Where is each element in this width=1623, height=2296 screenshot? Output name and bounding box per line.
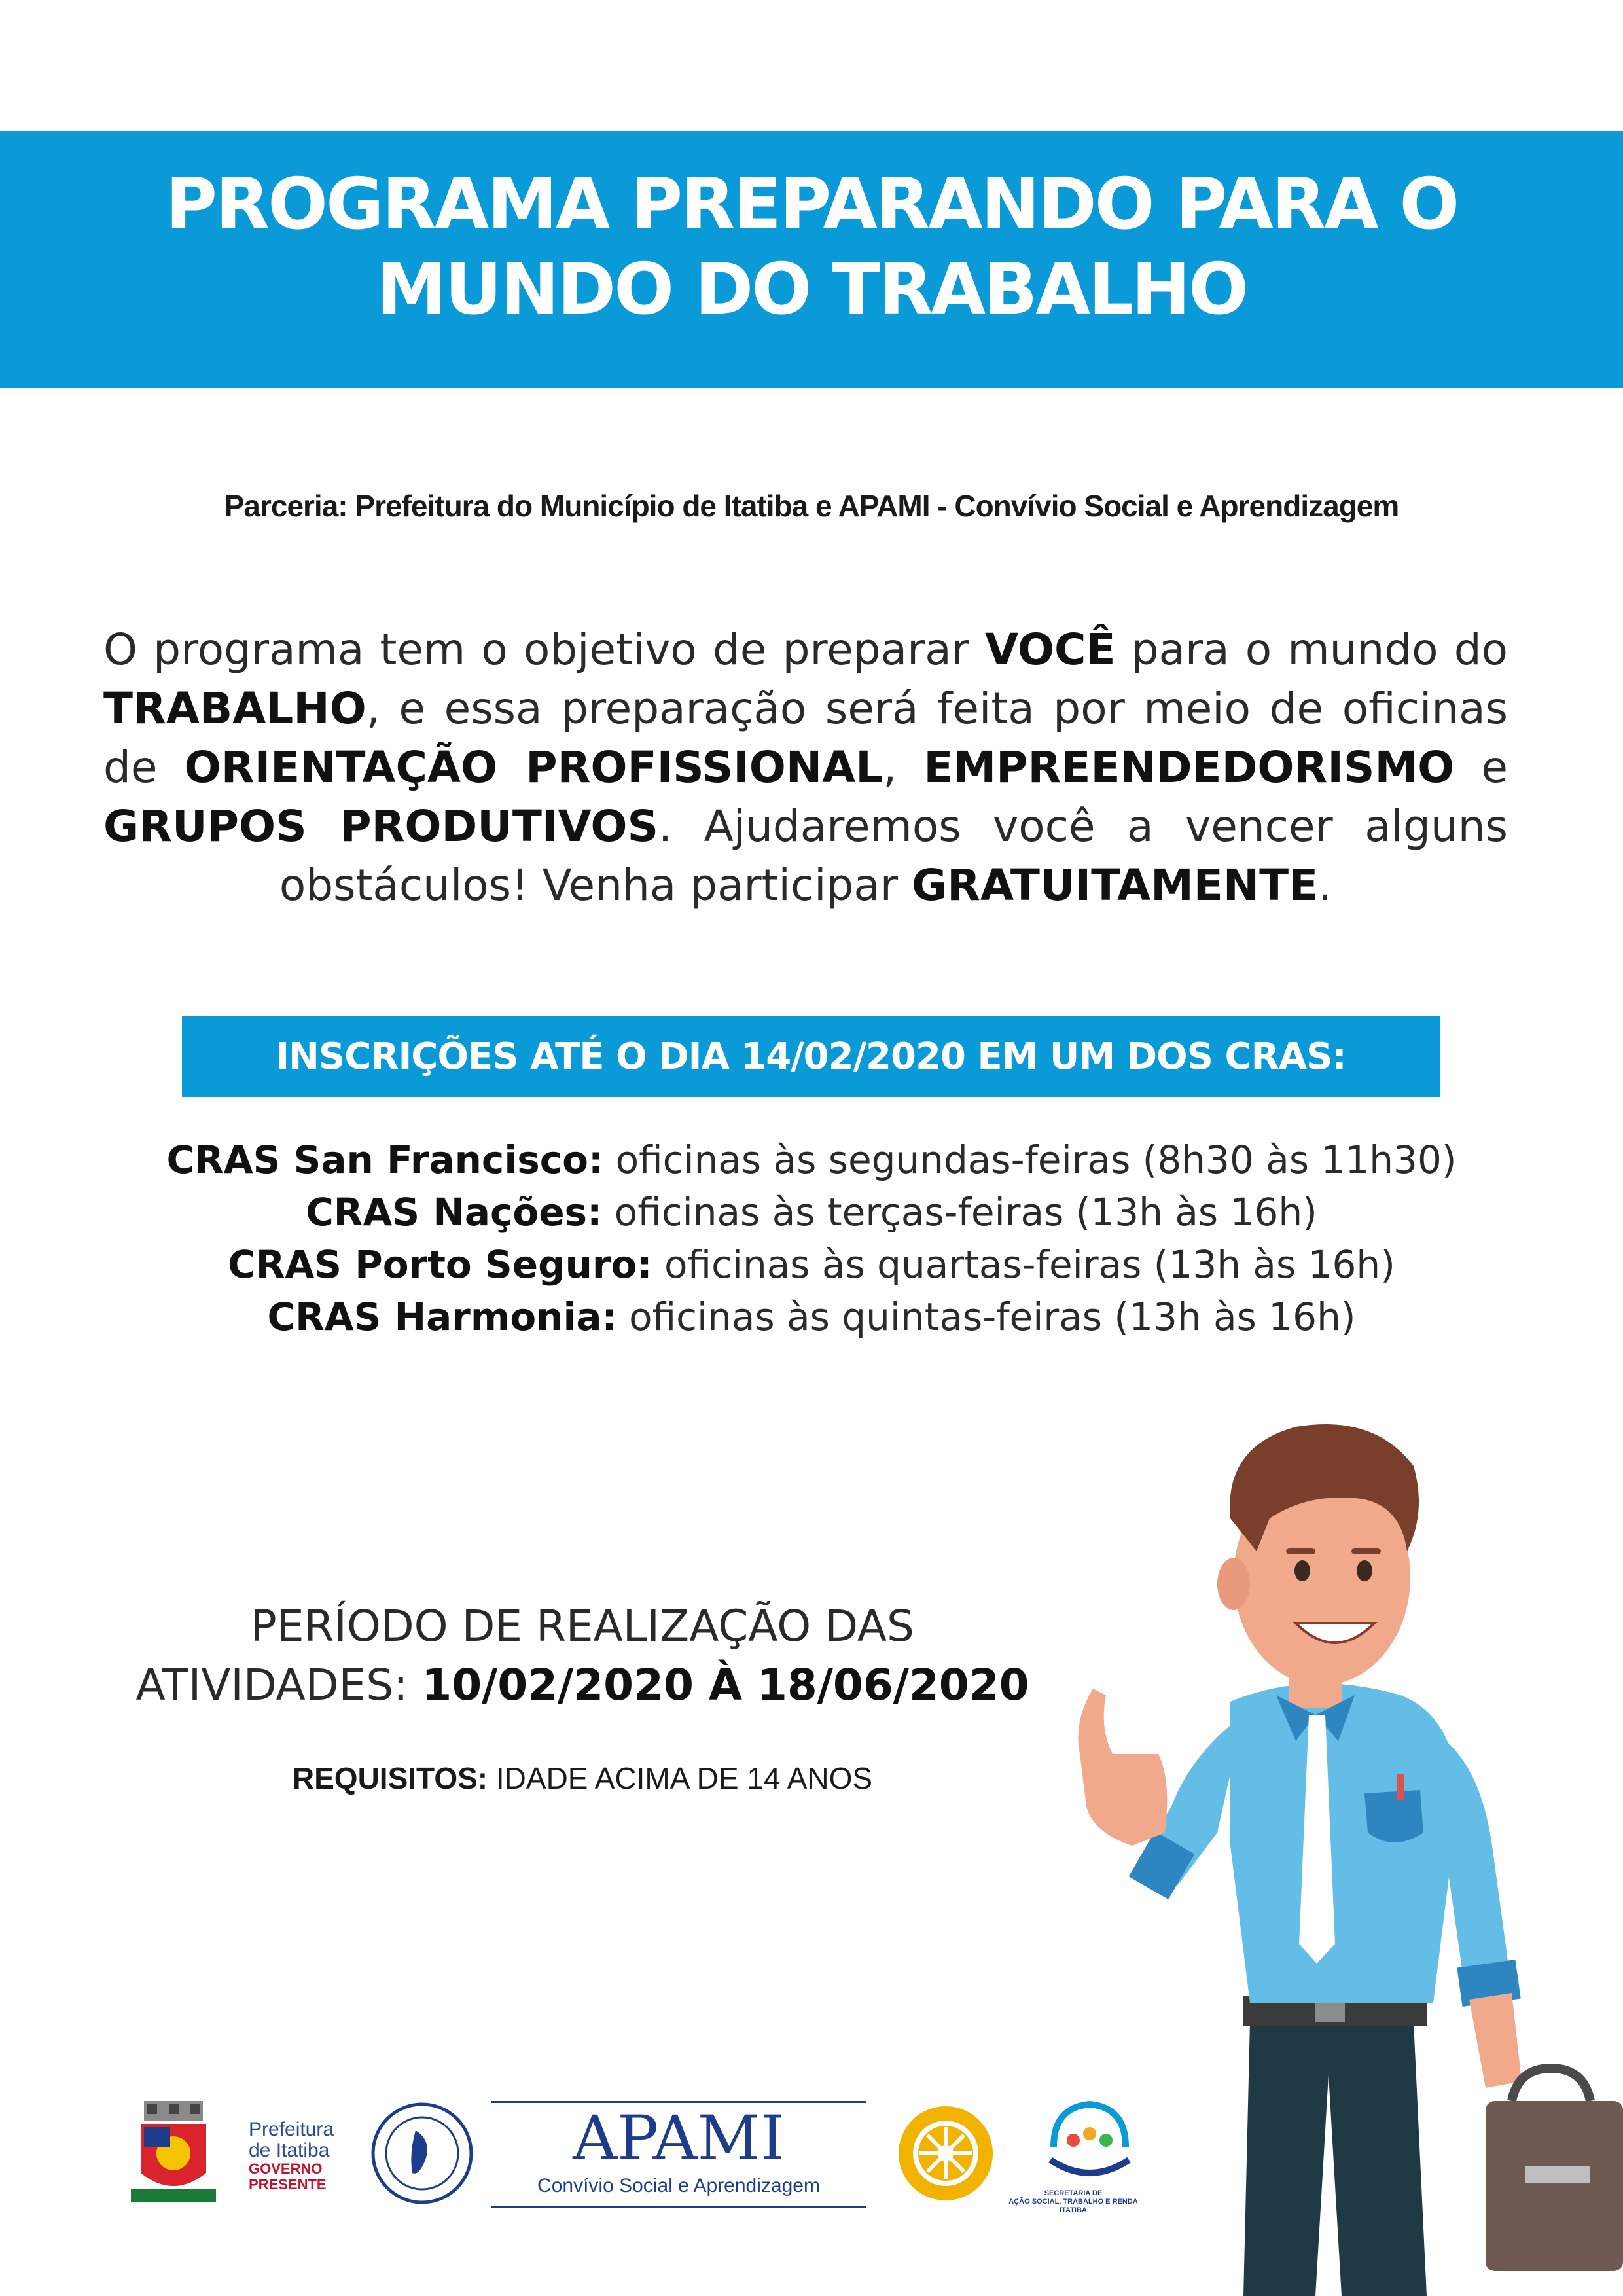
apami-subtitle: Convívio Social e Aprendizagem (537, 2175, 820, 2197)
intro-bold: VOCÊ (985, 624, 1116, 675)
cras-schedule: oficinas às terças-feiras (13h às 16h) (602, 1190, 1317, 1234)
governo-line-1: GOVERNO (249, 2161, 323, 2177)
intro-bold: GRUPOS PRODUTIVOS (103, 801, 659, 852)
cras-name: CRAS San Francisco: (166, 1138, 604, 1182)
intro-bold: ORIENTAÇÃO PROFISSIONAL (184, 742, 883, 793)
cras-schedule: oficinas às quintas-feiras (13h às 16h) (616, 1295, 1356, 1339)
cras-item-harmonia (0, 1291, 1623, 1343)
prefeitura-line-1: Prefeitura (249, 2119, 334, 2140)
intro-text: . Ajudaremos você a vencer alguns obstáculos! Venha participar (279, 801, 1508, 910)
title-line-2: MUNDO DO TRABALHO (376, 249, 1247, 331)
cras-item-san-francisco (0, 1134, 1623, 1186)
governo-line-2: PRESENTE (249, 2176, 327, 2193)
intro-bold: GRATUITAMENTE (911, 860, 1319, 910)
prefeitura-logo (249, 2119, 334, 2193)
period-line-1: PERÍODO DE REALIZAÇÃO DAS (251, 1601, 914, 1651)
requirements-text: IDADE ACIMA DE 14 ANOS (488, 1761, 873, 1795)
secretaria-line-1: SECRETARIA DE (1044, 2189, 1103, 2197)
requirements (98, 1761, 1067, 1796)
cras-item-nacoes (0, 1186, 1623, 1238)
page-title (0, 162, 1623, 332)
cras-schedule: oficinas às segundas-feiras (8h30 às 11h30) (603, 1138, 1457, 1182)
intro-text: , e essa preparação será feita por meio de oficinas de (103, 683, 1508, 793)
cras-schedule: oficinas às quartas-feiras (13h às 16h) (652, 1242, 1395, 1287)
intro-bold: EMPREENDEDORISMO (923, 742, 1455, 793)
partner-logos (131, 2088, 1191, 2219)
intro-text: . (1318, 860, 1332, 910)
intro-text: e (1454, 742, 1508, 793)
cras-name: CRAS Porto Seguro: (228, 1242, 652, 1287)
prefeitura-line-2: de Itatiba (249, 2140, 330, 2161)
apami-logo (491, 2101, 866, 2208)
intro-text: , (883, 742, 924, 793)
intro-text: O programa tem o objetivo de preparar (103, 624, 985, 675)
secretaria-text (1008, 2189, 1139, 2215)
period-label: ATIVIDADES: (135, 1660, 422, 1710)
partnership-line: Parceria: Prefeitura do Município de Itatiba e APAMI - Convívio Social e Aprendizagem (224, 489, 1399, 523)
period-dates: 10/02/2020 À 18/06/2020 (421, 1660, 1029, 1710)
secretaria-line-2: AÇÃO SOCIAL, TRABALHO E RENDA (1008, 2198, 1138, 2206)
cras-list (0, 1134, 1623, 1343)
activity-period (98, 1597, 1067, 1715)
secretaria-logo-icon (1041, 2094, 1139, 2186)
rotary-wheel-icon (893, 2101, 998, 2206)
intro-paragraph (103, 620, 1508, 915)
requirements-label: REQUISITOS: (292, 1761, 488, 1795)
intro-bold: TRABALHO (103, 683, 366, 734)
cras-item-porto-seguro (0, 1238, 1623, 1291)
cras-name: CRAS Nações: (306, 1190, 603, 1234)
secretaria-line-3: ITATIBA (1060, 2206, 1087, 2214)
coat-of-arms-icon (131, 2101, 216, 2209)
registration-banner: INSCRIÇÕES ATÉ O DIA 14/02/2020 EM UM DOS CRAS: (182, 1016, 1440, 1097)
cras-name: CRAS Harmonia: (267, 1295, 617, 1339)
intro-text: para o mundo do (1115, 624, 1508, 675)
apami-seal-icon (370, 2101, 474, 2206)
apami-name: APAMI (573, 2103, 785, 2174)
title-line-1: PROGRAMA PREPARANDO PARA O (165, 164, 1458, 245)
